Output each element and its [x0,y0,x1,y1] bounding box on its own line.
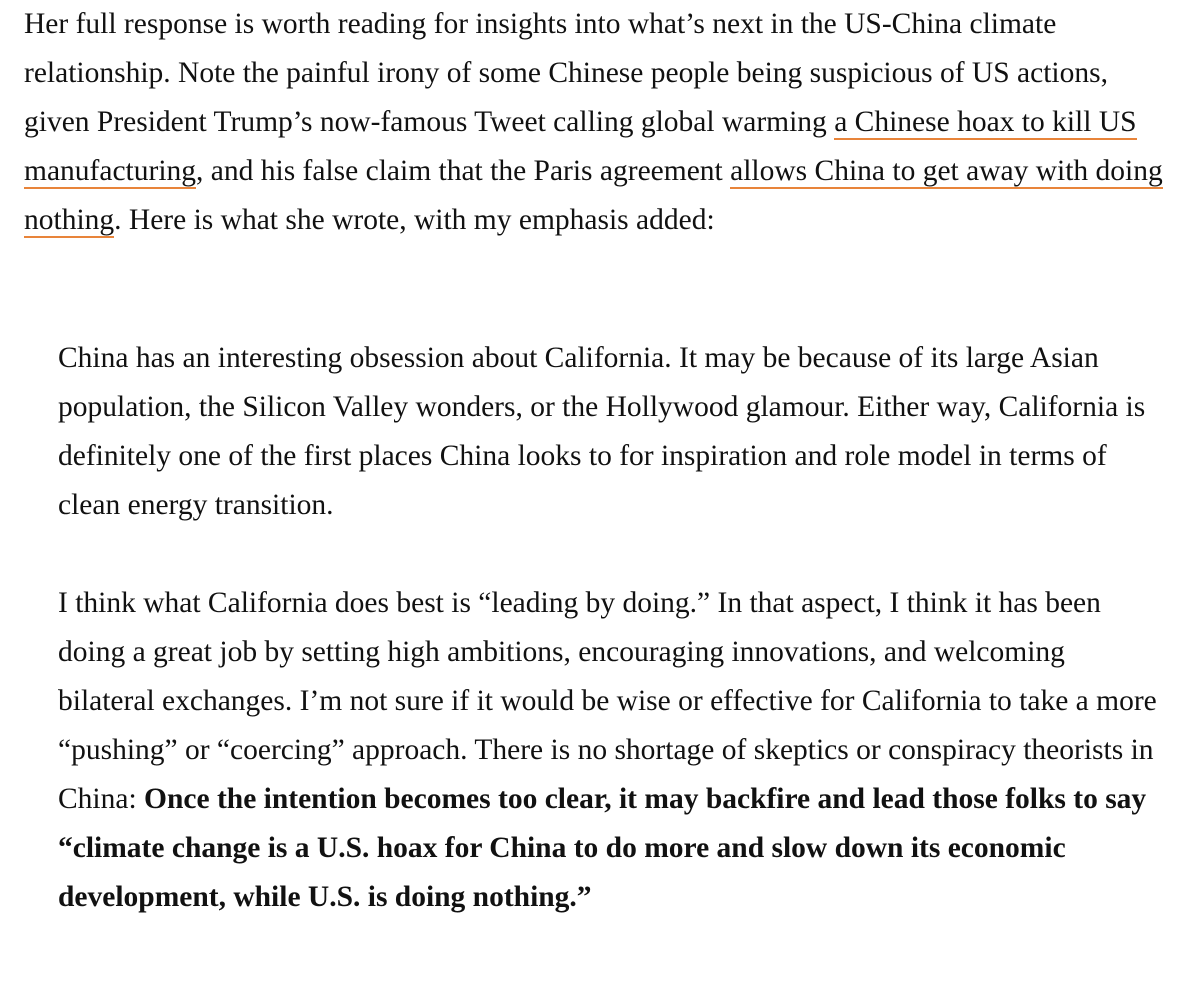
quote-paragraph-1: China has an interesting obsession about California. It may be because of its large Asian population, the Silicon Valley wonders, or the Hollywood glamour. Either way, California is definitely one of the first places China looks to for inspiration and role model in terms of clean energy transition. [58,342,1146,521]
intro-text-1: Her full response is worth reading for insights into what’s next in the US-China climate relationship. Note the painful irony of some Chinese people being suspicious of US actions, given President Trump’s now-famous Tweet calling global warming [24,8,1108,138]
intro-paragraph [24,0,1164,245]
quote-paragraph-2-text: I think what California does best is “leading by doing.” In that aspect, I think it has been doing a great job by setting high ambitions, encouraging innovations, and welcoming bilateral exchanges. I’m not sure if it would be wise or effective for California to take a more “pushing” or “coercing” approach. There is no shortage of skeptics or conspiracy theorists in China: [58,587,1157,815]
link-paris-agreement[interactable]: allows China to get away with doing nothing [24,155,1163,236]
quote-emphasis: Once the intention becomes too clear, it may backfire and lead those folks to say “climate change is a U.S. hoax for China to do more and slow down its economic development, while U.S. is doing nothing.” [58,783,1147,913]
intro-text-3: . Here is what she wrote, with my emphasis added: [114,204,715,236]
intro-text-2: , and his false claim that the Paris agreement [196,155,731,187]
blockquote [24,334,1200,922]
link-chinese-hoax[interactable]: a Chinese hoax to kill US manufacturing [24,106,1137,187]
quote-paragraph-2 [24,579,1158,922]
